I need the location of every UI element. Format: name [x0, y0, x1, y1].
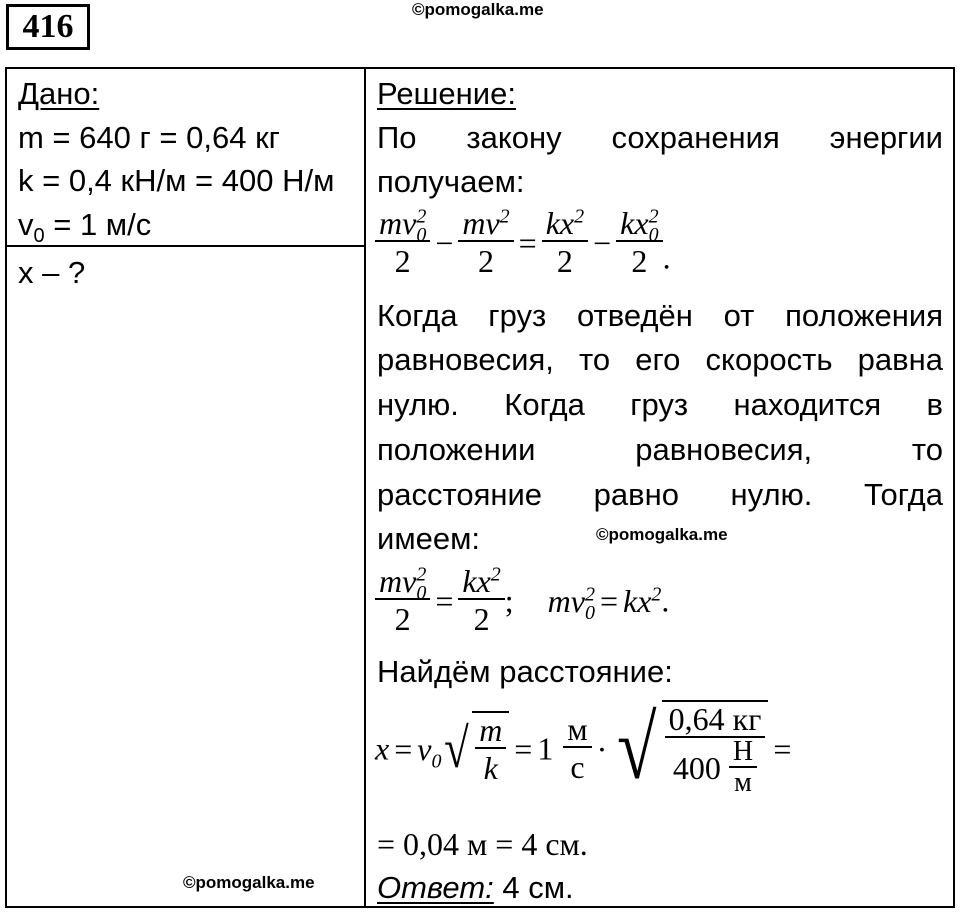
answer-line: Ответ: 4 см. — [377, 870, 574, 905]
fraction-mv-sq: $\frac{mv^2}{2}$ — [458, 206, 513, 280]
result-line: = 0,04 м = 4 см. — [377, 826, 588, 862]
problem-number: 416 — [6, 4, 90, 50]
watermark-middle: ©pomogalka.me — [596, 525, 728, 544]
given-mass: m = 640 г = 0,64 кг — [18, 120, 280, 155]
given-velocity: $v_0 = 1$ м/с — [18, 207, 152, 248]
solution-line: равновесия, то его скорость равна — [377, 342, 943, 377]
fraction-kx-sq: $\frac{kx^2}{2}$ — [542, 206, 588, 280]
fraction-mv0-sq: $\frac{mv^2_0}{2}$ — [375, 206, 430, 280]
given-title: Дано: — [18, 76, 100, 111]
solution-line: получаем: — [377, 164, 525, 199]
distance-formula: $x = v_0√$ $\frac{m}{k}$ = 1 $\frac{м}{с}$ · √ 0,64 кг 400 $\frac{Н}{м}$ = — [375, 699, 792, 798]
solution-line: Найдём расстояние: — [377, 654, 673, 689]
solution-line: имеем: — [377, 521, 481, 556]
solution-line: По закону сохранения энергии — [377, 120, 943, 155]
column-divider — [364, 67, 366, 908]
solution-line: положении равновесия, то — [377, 432, 943, 467]
solution-line: расстояние равно нулю. Тогда — [377, 477, 943, 512]
energy-equation: $\frac{mv^2_0}{2}$ − $\frac{mv^2}{2}$ = $\frac{kx^2}{2}$ − $\frac{kx^2_0}{2}$ . — [375, 206, 671, 280]
given-stiffness: k = 0,4 кН/м = 400 Н/м — [18, 163, 335, 198]
solution-line: нулю. Когда груз находится в — [377, 387, 943, 422]
equality-equation: $\frac{mv^2_0}{2}$ = $\frac{kx^2}{2}$ ; $mv^2_0 = kx^2$. — [375, 564, 669, 638]
fraction-kx0-sq: $\frac{kx^2_0}{2}$ — [616, 206, 662, 280]
solution-title: Решение: — [377, 76, 516, 111]
watermark-top: ©pomogalka.me — [412, 0, 544, 19]
watermark-bottom: ©pomogalka.me — [183, 873, 315, 892]
solution-line: Когда груз отведён от положения — [377, 298, 943, 333]
find-x: x – ? — [18, 255, 86, 290]
